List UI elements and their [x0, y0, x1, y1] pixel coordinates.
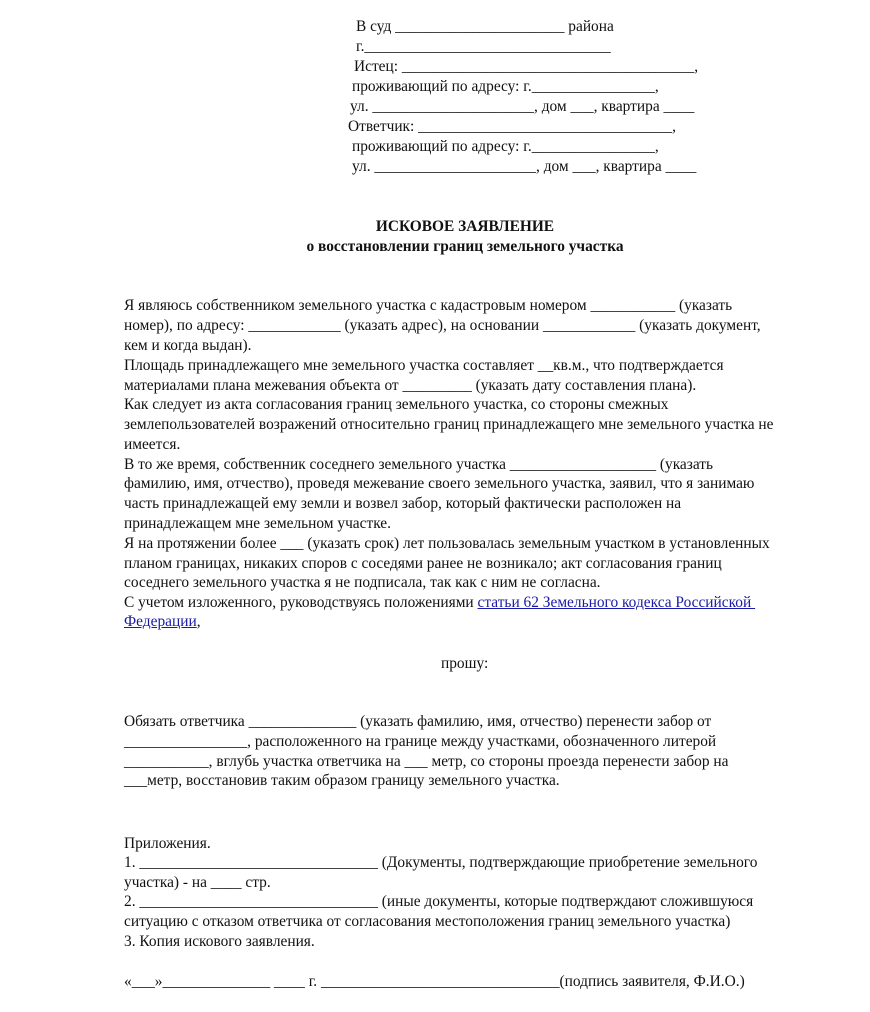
request-heading: прошу:: [441, 655, 489, 672]
body-line: Я на протяжении более ___ (указать срок) лет пользовалась земельным участком в установленных: [124, 535, 770, 552]
body-line: номер), по адресу: ____________ (указать адрес), на основании ____________ (указать документ,: [124, 317, 761, 334]
request-line: ___метр, восстановив таким образом границу земельного участка.: [124, 772, 560, 789]
body-line: планом границах, никаких споров с соседями ранее не возникало; акт согласования границ: [124, 555, 722, 572]
law-reference-line: [124, 593, 755, 613]
defendant-address-city: проживающий по адресу: г.________________,: [352, 138, 659, 155]
body-line: материалами плана межевания объекта от _________ (указать дату составления плана).: [124, 377, 697, 394]
attachment-item: 1. _______________________________ (Документы, подтверждающие приобретение земельного: [124, 854, 758, 871]
body-line: фамилию, имя, отчество), проведя межевание своего земельного участка, заявил, что я занимаю: [124, 475, 755, 492]
body-line: В то же время, собственник соседнего земельного участка ___________________ (указать: [124, 456, 714, 473]
plaintiff-line: Истец: ______________________________________,: [354, 58, 699, 75]
city-line: г.________________________________: [356, 38, 611, 55]
court-line: В суд ______________________ района: [356, 18, 614, 35]
attachment-item: 3. Копия искового заявления.: [124, 933, 315, 950]
document-title: ИСКОВОЕ ЗАЯВЛЕНИЕ: [375, 218, 555, 235]
body-line: кем и когда выдан).: [124, 337, 252, 354]
body-line: Я являюсь собственником земельного участка с кадастровым номером ___________ (указать: [124, 297, 733, 314]
attachment-item: ситуацию с отказом ответчика от согласования местоположения границ земельного участка): [124, 913, 731, 930]
law-article-link-continued[interactable]: Федерации: [124, 613, 197, 630]
body-line: имеется.: [124, 436, 181, 453]
body-line: соседнего земельного участка я не подписала, так как с ним не согласна.: [124, 574, 601, 591]
law-reference-line-2: [124, 612, 201, 632]
body-line: принадлежащем мне земельном участке.: [124, 515, 391, 532]
body-line: часть принадлежащей ему земли и возвел забор, который фактически расположен на: [124, 495, 682, 512]
body-line: землепользователей возражений относительно границ принадлежащего мне земельного участка не: [124, 416, 774, 433]
plaintiff-address-city: проживающий по адресу: г.________________,: [352, 78, 659, 95]
request-line: ___________, вглубь участка ответчика на ___ метр, со стороны проезда перенести забор на: [124, 753, 729, 770]
body-line: Площадь принадлежащего мне земельного участка составляет __кв.м., что подтверждается: [124, 357, 724, 374]
signature-line: «___»______________ ____ г. _______________________________(подпись заявителя, Ф.И.О.): [124, 973, 745, 990]
request-line: ________________, расположенного на границе между участками, обозначенного литерой: [124, 733, 717, 750]
defendant-line: Ответчик: _________________________________,: [348, 118, 676, 135]
request-line: Обязать ответчика ______________ (указать фамилию, имя, отчество) перенести забор от: [124, 713, 712, 730]
defendant-address-street: ул. _____________________, дом ___, квартира ____: [352, 158, 697, 175]
law-article-link[interactable]: статьи 62 Земельного кодекса Российской: [477, 594, 756, 611]
law-prefix: С учетом изложенного, руководствуясь положениями: [124, 594, 478, 611]
law-suffix: ,: [196, 613, 201, 630]
attachment-item: участка) - на ____ стр.: [124, 874, 271, 891]
plaintiff-address-street: ул. _____________________, дом ___, квартира ____: [350, 98, 695, 115]
body-line: Как следует из акта согласования границ земельного участка, со стороны смежных: [124, 396, 669, 413]
attachment-item: 2. _______________________________ (иные документы, которые подтверждают сложившуюся: [124, 893, 754, 910]
attachments-heading: Приложения.: [124, 835, 211, 852]
document-subtitle: о восстановлении границ земельного участка: [306, 238, 624, 255]
